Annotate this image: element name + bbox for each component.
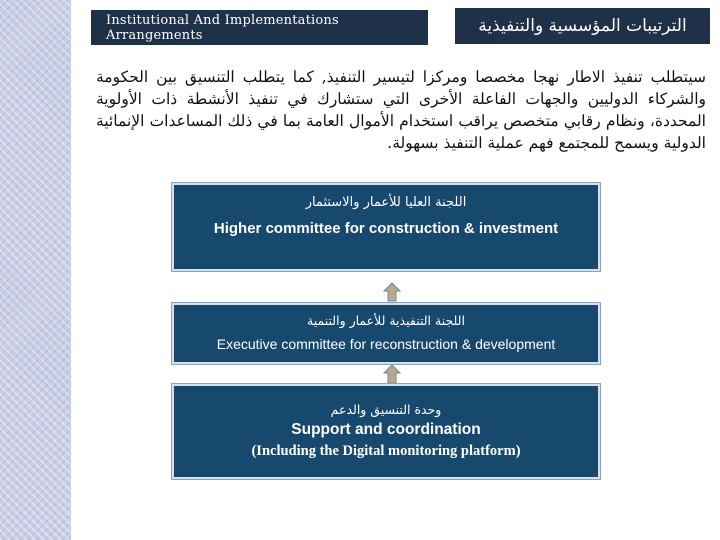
higher-committee-arabic-label: اللجنة العليا للأعمار والاستثمار bbox=[305, 195, 467, 210]
executive-committee-arabic-label: اللجنة التنفيذية للأعمار والتنمية bbox=[307, 313, 465, 328]
up-arrow-icon bbox=[383, 364, 401, 384]
higher-committee-box bbox=[171, 182, 601, 272]
support-coordination-arabic-label: وحدة التنسيق والدعم bbox=[330, 402, 442, 417]
executive-committee-box bbox=[171, 302, 601, 365]
executive-committee-english-label: Executive committee for reconstruction & development bbox=[216, 336, 556, 352]
support-coordination-box bbox=[171, 383, 601, 480]
arabic-paragraph: سيتطلب تنفيذ الاطار نهجا مخصصا ومركزا لتيسير التنفيذ, كما يتطلب التنسيق بين الحكومة والشركاء الدوليين والجهات الفاعلة الأخرى التي ستشارك في تنفيذ الأنشطة ذات الأولوية المحددة، ونظام رقابي متخصص يراقب استخدام الأموال العامة بما في ذلك المساعدات الإنمائية الدولية ويسمح للمجتمع فهم عملية التنفيذ بسهولة. bbox=[96, 68, 706, 152]
support-coordination-subtitle: (Including the Digital monitoring platform) bbox=[251, 443, 521, 459]
decorative-sidebar bbox=[0, 0, 71, 540]
up-arrow-icon bbox=[383, 282, 401, 302]
support-coordination-english-label: Support and coordination bbox=[291, 421, 481, 438]
english-title: Institutional And Implementations Arrangements bbox=[91, 10, 428, 45]
arabic-title: الترتيبات المؤسسية والتنفيذية bbox=[455, 8, 710, 44]
higher-committee-english-label: Higher committee for construction & investment bbox=[213, 220, 559, 237]
